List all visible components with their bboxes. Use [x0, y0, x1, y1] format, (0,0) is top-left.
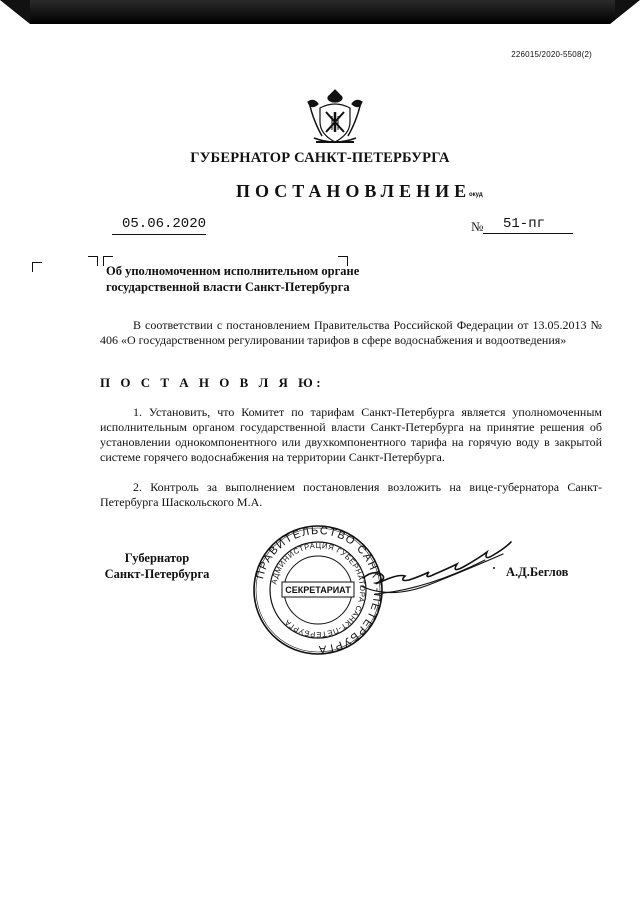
subject-line: Об уполномоченном исполнительном органе	[106, 264, 360, 278]
document-type: ПОСТАНОВЛЕНИЕ	[236, 181, 472, 201]
seal-outer-text: ПРАВИТЕЛЬСТВО САНКТ-ПЕТЕРБУРГА	[254, 524, 384, 656]
document-number: 51-пг	[483, 216, 573, 234]
resolve-heading: П О С Т А Н О В Л Я Ю:	[100, 375, 325, 390]
issuing-authority: ГУБЕРНАТОР САНКТ-ПЕТЕРБУРГА	[190, 150, 450, 166]
margin-corner-mark	[88, 256, 98, 266]
registration-number: 226015/2020-5508(2)	[511, 50, 592, 59]
preamble: В соответствии с постановлением Правительства Российской Федерации от 13.05.2013 № 406 «О государственном регулировании тарифов в сфере водоснабжения и водоотведения»	[100, 318, 602, 347]
signatory-title-line: Санкт-Петербурга	[104, 567, 210, 581]
margin-corner-mark	[32, 262, 42, 272]
signatory-title-line: Губернатор	[124, 551, 190, 565]
document-subject	[106, 263, 426, 295]
seal-center-text: СЕКРЕТАРИАТ	[285, 585, 351, 595]
scan-edge-bar	[0, 0, 640, 24]
signatory-title	[98, 550, 216, 582]
okud-label: окуд	[469, 192, 483, 198]
resolution-item-1: 1. Установить, что Комитет по тарифам Санкт-Петербурга является уполномоченным исполнительным органом государственной власти Санкт-Петербурга на принятие решения об установлении однокомпонентного или двухкомпонентного тарифа на горячую воду в закрытой системе горячего водоснабжения на территории Санкт-Петербурга.	[100, 405, 602, 464]
document-date: 05.06.2020	[112, 216, 206, 235]
coat-of-arms-icon	[304, 86, 366, 148]
subject-line: государственной власти Санкт-Петербурга	[106, 280, 350, 294]
handwritten-signature	[355, 532, 515, 612]
signatory-name: А.Д.Беглов	[506, 565, 569, 579]
number-sign: №	[471, 219, 484, 234]
seal-inner-text: АДМИНИСТРАЦИЯ ГУБЕРНАТОРА САНКТ-ПЕТЕРБУРГА	[269, 540, 368, 640]
resolution-item-2: 2. Контроль за выполнением постановления возложить на вице-губернатора Санкт-Петербурга Шаскольского М.А.	[100, 480, 602, 509]
